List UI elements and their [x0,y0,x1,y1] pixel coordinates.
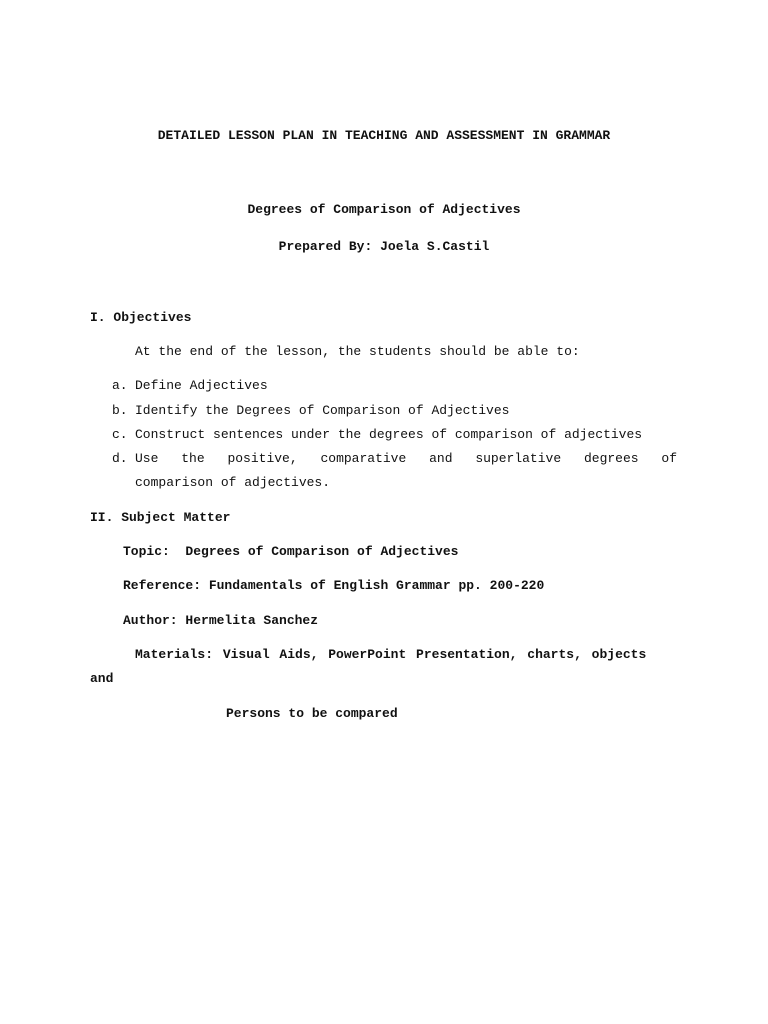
materials-continuation: Persons to be compared [226,706,398,721]
list-marker: c. [112,427,128,442]
word: degrees [583,451,639,466]
objectives-intro: At the end of the lesson, the students should be able to: [135,344,580,359]
list-item-justified [135,451,677,467]
list-marker: b. [112,403,128,418]
word: and [429,451,453,466]
list-item: Identify the Degrees of Comparison of Adjectives [135,403,510,418]
materials-wrap: and [90,671,114,686]
materials-line [135,647,677,663]
word: superlative [475,451,562,466]
subject-matter-heading: II. Subject Matter [90,510,231,525]
list-item: Define Adjectives [135,378,268,393]
materials-text: Materials: Visual Aids, PowerPoint Presentation, charts, objects [135,647,647,662]
word: of [661,451,677,466]
author-line: Author: Hermelita Sanchez [123,613,319,628]
prepared-by: Prepared By: Joela S.Castil [278,239,490,254]
objectives-heading: I. Objectives [90,310,192,325]
word: positive, [227,451,298,466]
list-item: Construct sentences under the degrees of comparison of adjectives [135,427,643,442]
topic-line: Topic: Degrees of Comparison of Adjectives [123,544,459,559]
list-marker: a. [112,378,128,393]
list-item-continuation: comparison of adjectives. [135,475,331,490]
list-marker: d. [112,451,128,466]
document-title: DETAILED LESSON PLAN IN TEACHING AND ASSESSMENT IN GRAMMAR [157,128,611,143]
word: the [181,451,205,466]
reference-line: Reference: Fundamentals of English Grammar pp. 200-220 [123,578,545,593]
word: Use [135,451,159,466]
lesson-subtitle: Degrees of Comparison of Adjectives [247,202,521,217]
word: comparative [320,451,407,466]
